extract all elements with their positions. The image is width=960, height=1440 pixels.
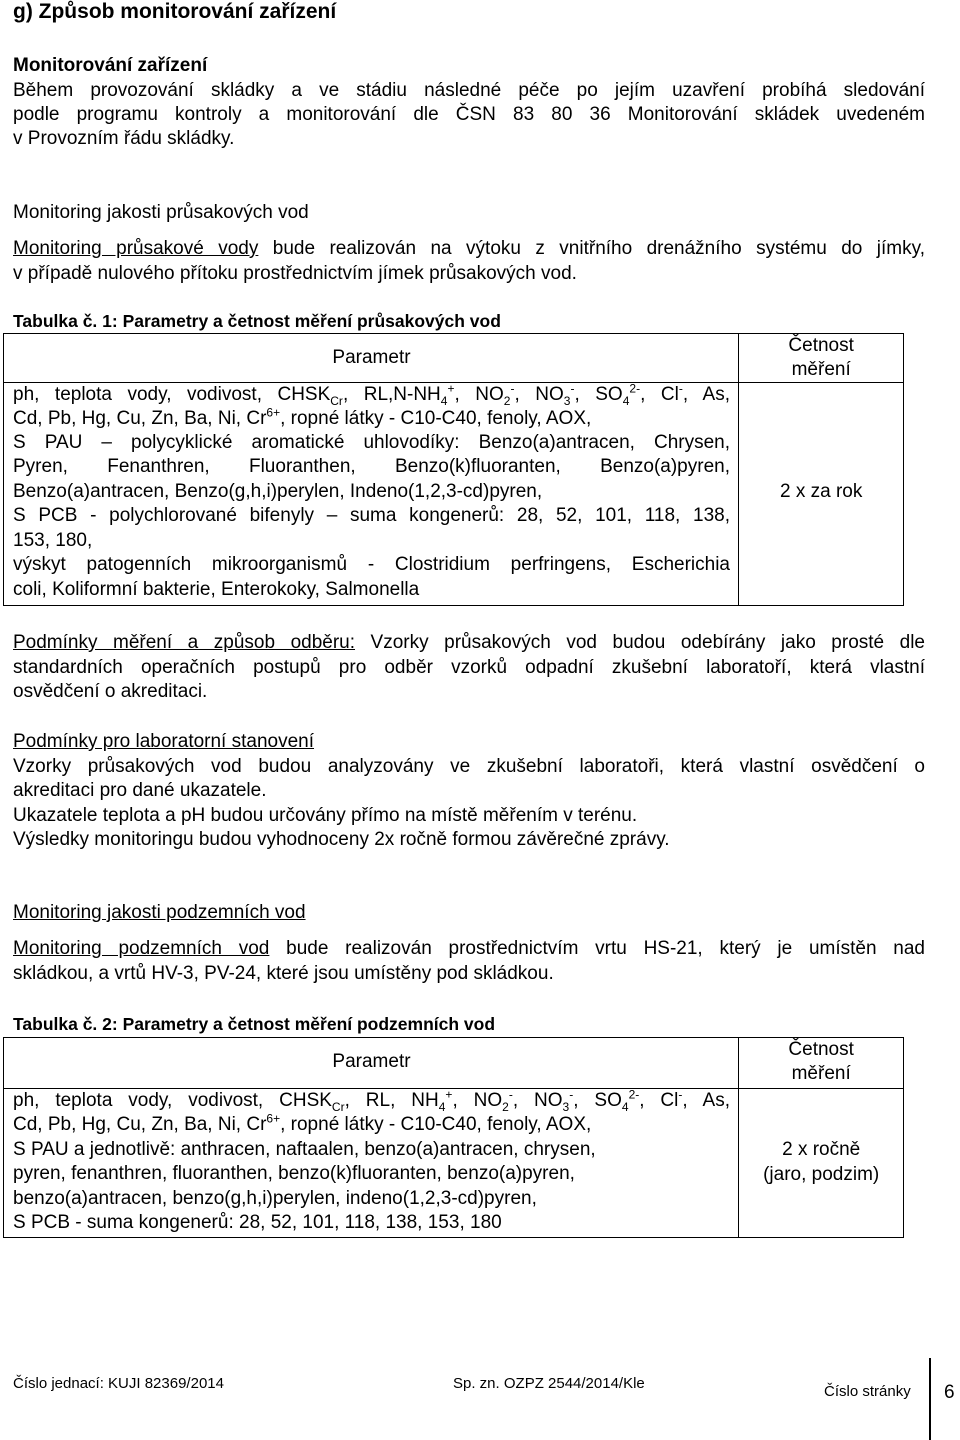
- leachate-heading: Monitoring jakosti průsakových vod: [13, 202, 309, 223]
- conditions-line-2: standardních operačních postupů pro odběr vzorků odpadní zkušební laboratoří, která vlastní: [13, 657, 925, 678]
- subscript: 2: [503, 393, 511, 408]
- text-segment: , NO: [454, 384, 504, 405]
- superscript: 2-: [629, 381, 641, 396]
- text-segment: , NO: [512, 1090, 563, 1111]
- subscript: 4: [438, 1099, 446, 1114]
- lab-line-4: Výsledky monitoringu budou vyhodnoceny 2x ročně formou závěrečné zprávy.: [13, 829, 670, 850]
- parameter-column-header: Parametr: [332, 347, 411, 368]
- leachate-intro-line-2: v případě nulového přítoku prostřednictvím jímek průsakových vod.: [13, 263, 577, 284]
- footer-page-number: 6: [944, 1382, 955, 1403]
- param-line: výskyt patogenních mikroorganismů - Clostridium perfringens, Escherichia: [13, 554, 730, 575]
- subscript: Cr: [330, 393, 343, 408]
- groundwater-intro-line-1: [13, 937, 925, 961]
- param-line: S PCB - suma kongenerů: 28, 52, 101, 118, 138, 153, 180: [13, 1212, 502, 1233]
- paragraph-line: podle programu kontroly a monitorování dle ČSN 83 80 36 Monitorování skládek uvedeném: [13, 104, 925, 125]
- param-line: S PAU a jednotlivě: anthracen, naftaalen, benzo(a)antracen, chrysen,: [13, 1139, 596, 1160]
- text-segment: ph, teplota vody, vodivost, CHSK: [13, 1090, 332, 1111]
- header-cell-parameter: [4, 334, 739, 383]
- frequency-column-header-line-1: Četnost: [788, 1039, 854, 1060]
- text-segment: , ropné látky - C10-C40, fenoly, AOX,: [280, 408, 592, 429]
- param-line: S PCB - polychlorované bifenyly – suma kongenerů: 28, 52, 101, 118, 138,: [13, 505, 730, 526]
- groundwater-heading: Monitoring jakosti podzemních vod: [13, 902, 306, 923]
- frequency-cell: [739, 1089, 904, 1238]
- groundwater-parameters-table: [3, 1037, 904, 1238]
- frequency-cell: [739, 383, 904, 606]
- conditions-line-3: osvědčení o akreditaci.: [13, 681, 208, 702]
- footer-file-mark: Sp. zn. OZPZ 2544/2014/Kle: [453, 1375, 645, 1392]
- subscript: 3: [562, 1099, 570, 1114]
- text-segment: bude realizován na výtoku z vnitřního drenážního systému do jímky,: [258, 238, 925, 259]
- leachate-intro-line-1: [13, 237, 925, 261]
- superscript: -: [508, 1087, 513, 1102]
- paragraph-line: v Provozním řádu skládky.: [13, 128, 235, 149]
- superscript: -: [678, 381, 683, 396]
- footer-divider: [929, 1358, 931, 1440]
- table-row: [4, 383, 904, 606]
- groundwater-intro-line-2: skládkou, a vrtů HV-3, PV-24, které jsou umístěny pod skládkou.: [13, 963, 554, 984]
- section-title: g) Způsob monitorování zařízení: [13, 0, 337, 23]
- lab-line-2: akreditaci pro dané ukazatele.: [13, 780, 267, 801]
- frequency-column-header-line-1: Četnost: [788, 335, 854, 356]
- superscript: -: [569, 1087, 574, 1102]
- lab-heading: Podmínky pro laboratorní stanovení: [13, 731, 315, 752]
- param-line: [13, 407, 591, 431]
- subscript: 4: [440, 393, 448, 408]
- param-line: [13, 1089, 730, 1113]
- superscript: -: [570, 381, 575, 396]
- paragraph-line: Během provozování skládky a ve stádiu následné péče po jejím uzavření probíhá sledování: [13, 80, 925, 101]
- subscript: 3: [563, 393, 571, 408]
- subheading-monitorovani-zarizeni: Monitorování zařízení: [13, 55, 208, 76]
- conditions-label: Podmínky měření a způsob odběru:: [13, 632, 356, 653]
- superscript: 6+: [266, 1111, 281, 1126]
- table-row: [4, 1089, 904, 1238]
- text-segment: Cd, Pb, Hg, Cu, Zn, Ba, Ni, Cr: [13, 1114, 267, 1135]
- parameter-list-cell: [4, 1089, 739, 1238]
- param-line: S PAU – polycyklické aromatické uhlovodíky: Benzo(a)antracen, Chrysen,: [13, 432, 730, 453]
- subscript: 2: [502, 1099, 509, 1114]
- param-line: benzo(a)antracen, benzo(g,h,i)perylen, indeno(1,2,3-cd)pyren,: [13, 1188, 537, 1209]
- frequency-column-header-line-2: měření: [791, 359, 851, 380]
- lab-line-1: Vzorky průsakových vod budou analyzovány ve zkušební laboratoři, která vlastní osvědčení o: [13, 756, 925, 777]
- table-header-row: [4, 334, 904, 383]
- param-line: pyren, fenanthren, fluoranthen, benzo(k)fluoranten, benzo(a)pyren,: [13, 1163, 575, 1184]
- table-header-row: [4, 1038, 904, 1089]
- table-2-caption: Tabulka č. 2: Parametry a četnost měření podzemních vod: [13, 1014, 496, 1034]
- text-segment: Cd, Pb, Hg, Cu, Zn, Ba, Ni, Cr: [13, 408, 267, 429]
- param-line: coli, Koliformní bakterie, Enterokoky, Salmonella: [13, 579, 420, 600]
- text-segment: , As,: [682, 384, 731, 405]
- param-line: [13, 1113, 591, 1137]
- param-line: [13, 383, 730, 407]
- frequency-column-header-line-2: měření: [791, 1063, 851, 1084]
- text-segment: , Cl: [639, 1090, 679, 1111]
- superscript: +: [445, 1087, 453, 1102]
- text-segment: , SO: [574, 384, 623, 405]
- text-segment: , As,: [682, 1090, 730, 1111]
- superscript: -: [678, 1087, 683, 1102]
- parameter-column-header: Parametr: [332, 1051, 411, 1072]
- leachate-parameters-table: [3, 333, 904, 606]
- superscript: +: [447, 381, 455, 396]
- footer-page-label: Číslo stránky: [824, 1383, 911, 1400]
- footer-reference-number: Číslo jednací: KUJI 82369/2014: [13, 1375, 224, 1392]
- frequency-value-line-2: (jaro, podzim): [763, 1164, 880, 1185]
- conditions-line-1: [13, 631, 925, 655]
- underlined-term: Monitoring průsakové vody: [13, 238, 259, 259]
- header-cell-parameter: [4, 1038, 739, 1089]
- subscript: Cr: [331, 1099, 345, 1114]
- text-segment: , Cl: [640, 384, 679, 405]
- header-cell-frequency: [739, 1038, 904, 1089]
- superscript: 6+: [266, 405, 281, 420]
- param-line: 153, 180,: [13, 530, 93, 551]
- subscript: 4: [621, 1099, 629, 1114]
- text-segment: , SO: [573, 1090, 622, 1111]
- superscript: -: [510, 381, 515, 396]
- parameter-list-cell: [4, 383, 739, 606]
- param-line: Benzo(a)antracen, Benzo(g,h,i)perylen, Indeno(1,2,3-cd)pyren,: [13, 481, 543, 502]
- text-segment: , ropné látky - C10-C40, fenoly, AOX,: [280, 1114, 592, 1135]
- table-1-caption: Tabulka č. 1: Parametry a četnost měření průsakových vod: [13, 311, 501, 331]
- lab-line-3: Ukazatele teplota a pH budou určovány přímo na místě měřením v terénu.: [13, 805, 638, 826]
- text-segment: Vzorky průsakových vod budou odebírány jako prosté dle: [355, 632, 925, 653]
- param-line: Pyren, Fenanthren, Fluoranthen, Benzo(k)fluoranten, Benzo(a)pyren,: [13, 456, 730, 477]
- underlined-term: Monitoring podzemních vod: [13, 938, 270, 959]
- frequency-value-line-1: 2 x ročně: [782, 1139, 861, 1160]
- text-segment: ph, teplota vody, vodivost, CHSK: [13, 384, 331, 405]
- text-segment: , RL,N-NH: [342, 384, 441, 405]
- text-segment: bude realizován prostřednictvím vrtu HS-21, který je umístěn nad: [269, 938, 925, 959]
- frequency-value: 2 x za rok: [779, 481, 863, 502]
- text-segment: , NO: [452, 1090, 503, 1111]
- header-cell-frequency: [739, 334, 904, 383]
- text-segment: , RL, NH: [344, 1090, 439, 1111]
- superscript: 2-: [628, 1087, 640, 1102]
- subscript: 4: [622, 393, 630, 408]
- text-segment: , NO: [514, 384, 564, 405]
